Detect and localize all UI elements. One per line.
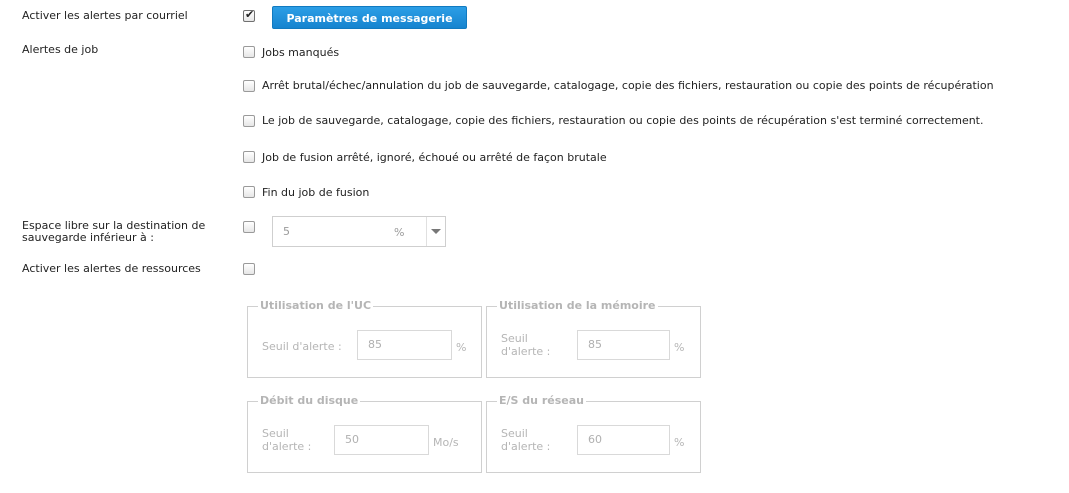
disk-fieldset — [247, 394, 482, 473]
job-alert-success-label: Le job de sauvegarde, catalogage, copie des fichiers, restauration ou copie des points de récupération s'est terminé correctement. — [262, 114, 984, 127]
resource-alerts-label: Activer les alertes de ressources — [22, 262, 201, 275]
job-alert-merge-end-label: Fin du job de fusion — [262, 186, 370, 199]
disk-threshold-label-line2: d'alerte : — [262, 440, 312, 453]
cpu-title: Utilisation de l'UC — [260, 299, 372, 312]
job-alert-missed-checkbox[interactable] — [243, 46, 255, 58]
free-space-label-line1: Espace libre sur la destination de — [22, 219, 206, 232]
memory-threshold-input[interactable]: 85 — [577, 330, 670, 360]
job-alert-merge-failed-label: Job de fusion arrêté, ignoré, échoué ou arrêté de façon brutale — [262, 151, 607, 164]
mail-settings-button[interactable]: Paramètres de messagerie — [272, 6, 467, 29]
cpu-unit: % — [456, 341, 467, 354]
free-space-unit-value: % — [394, 226, 405, 239]
job-alert-failed-label: Arrêt brutal/échec/annulation du job de sauvegarde, catalogage, copie des fichiers, restauration ou copie des points de récupération — [262, 79, 994, 92]
resource-alerts-checkbox[interactable] — [243, 263, 255, 275]
job-alert-missed-label: Jobs manqués — [262, 46, 340, 59]
memory-fieldset — [486, 299, 701, 378]
memory-title: Utilisation de la mémoire — [499, 299, 656, 312]
network-threshold-input[interactable]: 60 — [577, 425, 670, 455]
job-alerts-label: Alertes de job — [22, 43, 99, 56]
memory-threshold-label-line2: d'alerte : — [501, 345, 551, 358]
free-space-checkbox[interactable] — [243, 221, 255, 233]
memory-threshold-label-line1: Seuil — [501, 332, 528, 345]
network-unit: % — [674, 436, 685, 449]
checkmark-icon: ✔ — [245, 8, 255, 21]
email-alerts-label: Activer les alertes par courriel — [22, 9, 188, 22]
disk-threshold-input[interactable]: 50 — [334, 425, 429, 455]
disk-unit: Mo/s — [433, 436, 459, 449]
cpu-fieldset — [247, 299, 482, 378]
free-space-label-line2: sauvegarde inférieur à : — [22, 231, 154, 244]
network-title: E/S du réseau — [499, 394, 584, 407]
memory-unit: % — [674, 341, 685, 354]
network-fieldset — [486, 394, 701, 473]
free-space-input[interactable]: 5 — [272, 216, 383, 247]
job-alert-merge-end-checkbox[interactable] — [243, 186, 255, 198]
job-alert-failed-checkbox[interactable] — [243, 80, 255, 92]
email-alerts-checkbox[interactable] — [243, 10, 255, 22]
job-alert-merge-failed-checkbox[interactable] — [243, 151, 255, 163]
free-space-unit-select[interactable] — [382, 216, 446, 247]
network-threshold-label-line2: d'alerte : — [501, 440, 551, 453]
network-threshold-label-line1: Seuil — [501, 427, 528, 440]
disk-threshold-label-line1: Seuil — [262, 427, 289, 440]
disk-title: Débit du disque — [260, 394, 359, 407]
chevron-down-icon — [431, 229, 441, 234]
cpu-threshold-label: Seuil d'alerte : — [262, 340, 342, 353]
cpu-threshold-input[interactable]: 85 — [357, 330, 452, 360]
job-alert-success-checkbox[interactable] — [243, 115, 255, 127]
